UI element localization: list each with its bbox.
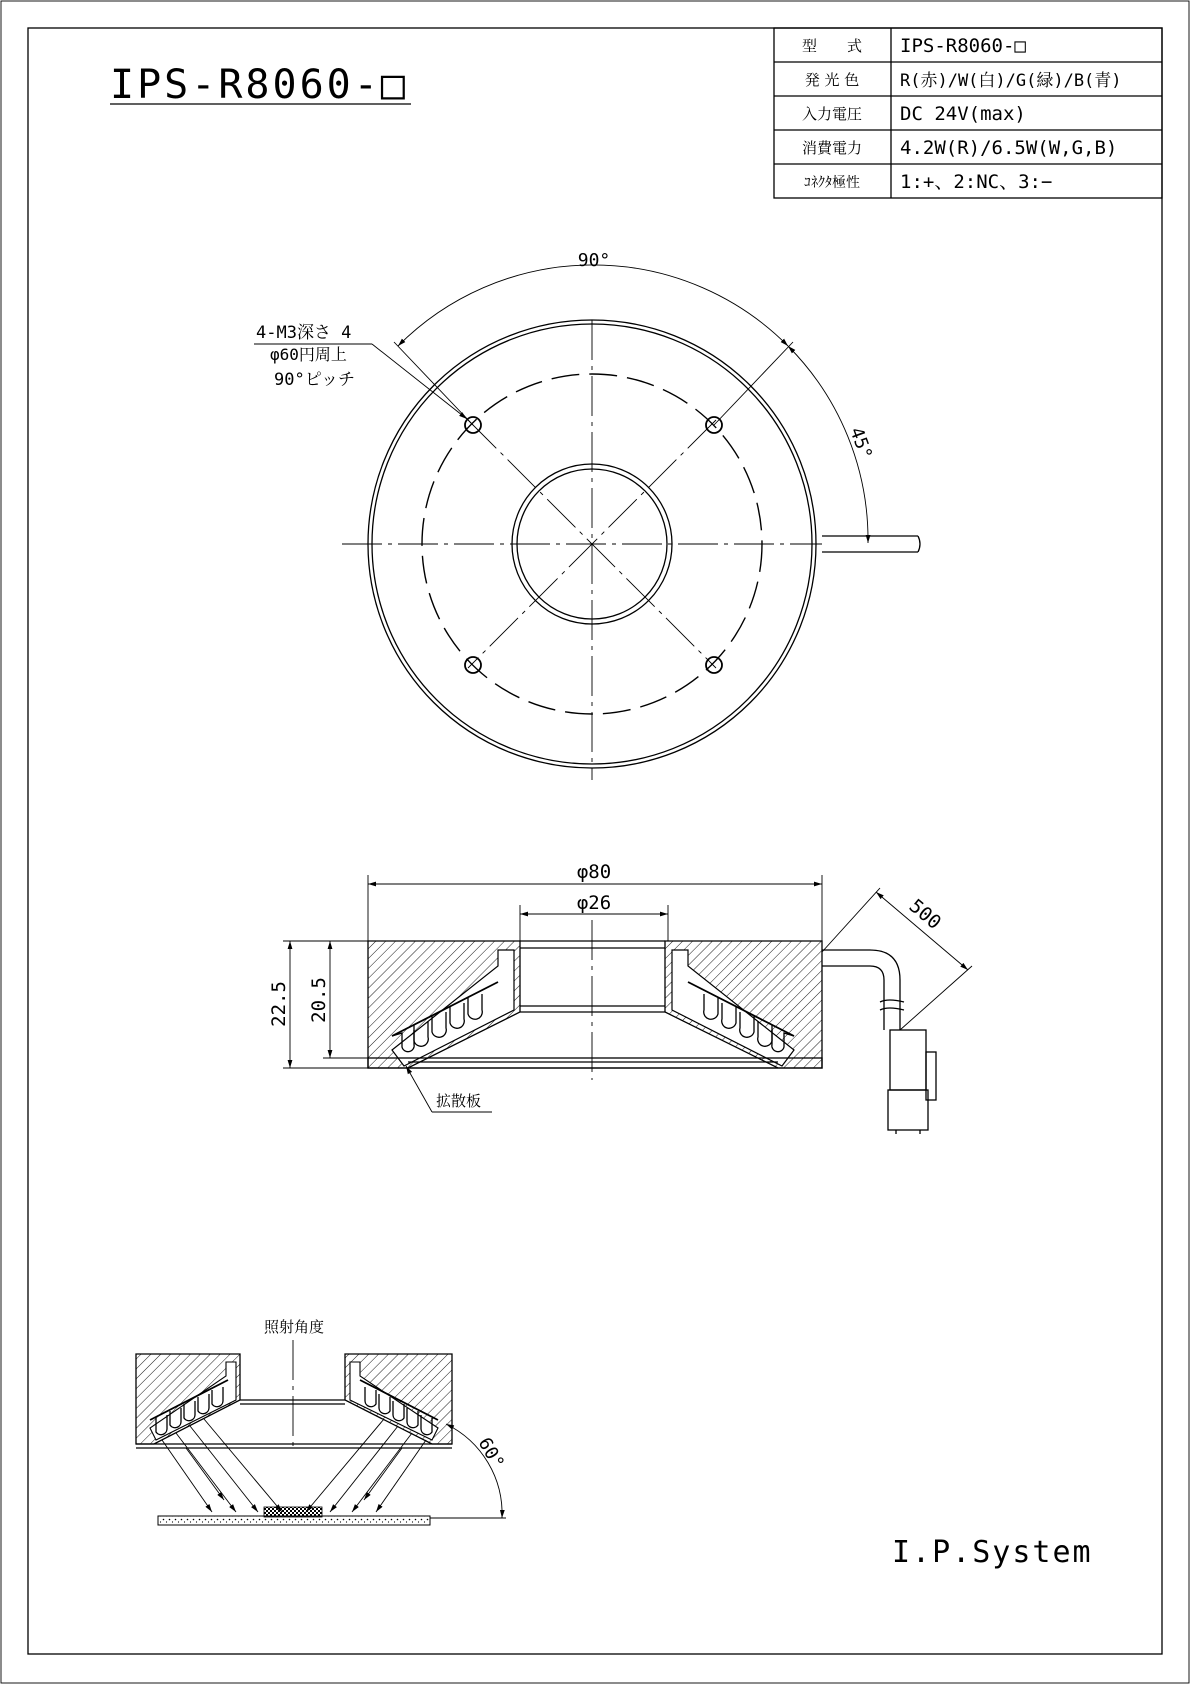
spec-label-color: 発 光 色	[804, 71, 860, 89]
dim-total-height: 22.5	[268, 981, 290, 1027]
irradiation-heading: 照射角度	[264, 1318, 325, 1336]
top-view	[254, 250, 920, 780]
spec-label-voltage: 入力電圧	[801, 105, 863, 123]
angle-90-label: 90°	[577, 250, 611, 271]
drawing-title	[110, 62, 411, 108]
angle-45-label: 45°	[845, 424, 877, 463]
spec-label-model: 型 式	[801, 37, 863, 55]
hole-note-line3: 90°ピッチ	[274, 370, 356, 390]
light-rays	[162, 1419, 426, 1512]
hole-note-line2: φ60円周上	[270, 345, 347, 364]
svg-text:IPS-R8060-□: IPS-R8060-□	[110, 62, 408, 108]
spec-value-polarity: 1:+、2:NC、3:−	[900, 171, 1053, 193]
spec-table	[774, 28, 1162, 198]
dim-inner-diameter: φ26	[576, 892, 612, 914]
company-name: I.P.System	[892, 1535, 1093, 1570]
irradiation-view	[136, 1318, 508, 1525]
spec-value-color: R(赤)/W(白)/G(緑)/B(青)	[900, 71, 1122, 91]
hole-note-line1: 4-M3深さ 4	[256, 323, 352, 343]
cable-connector	[822, 950, 936, 1134]
mounting-hole-lr	[706, 657, 722, 673]
spec-label-power: 消費電力	[801, 139, 863, 157]
spec-value-voltage: DC 24V(max)	[900, 103, 1026, 125]
dim-outer-diameter: φ80	[576, 861, 612, 883]
dim-cable-length: 500	[904, 894, 946, 934]
spec-value-power: 4.2W(R)/6.5W(W,G,B)	[900, 137, 1118, 159]
dim-body-height: 20.5	[308, 977, 330, 1023]
diffuser-label: 拡散板	[436, 1092, 482, 1110]
section-view	[268, 861, 972, 1134]
spec-value-model: IPS-R8060-□	[900, 35, 1026, 57]
target-spot	[264, 1507, 322, 1517]
spec-label-polarity: ｺﾈｸﾀ極性	[804, 175, 860, 191]
irradiation-angle-label: 60°	[473, 1434, 509, 1473]
